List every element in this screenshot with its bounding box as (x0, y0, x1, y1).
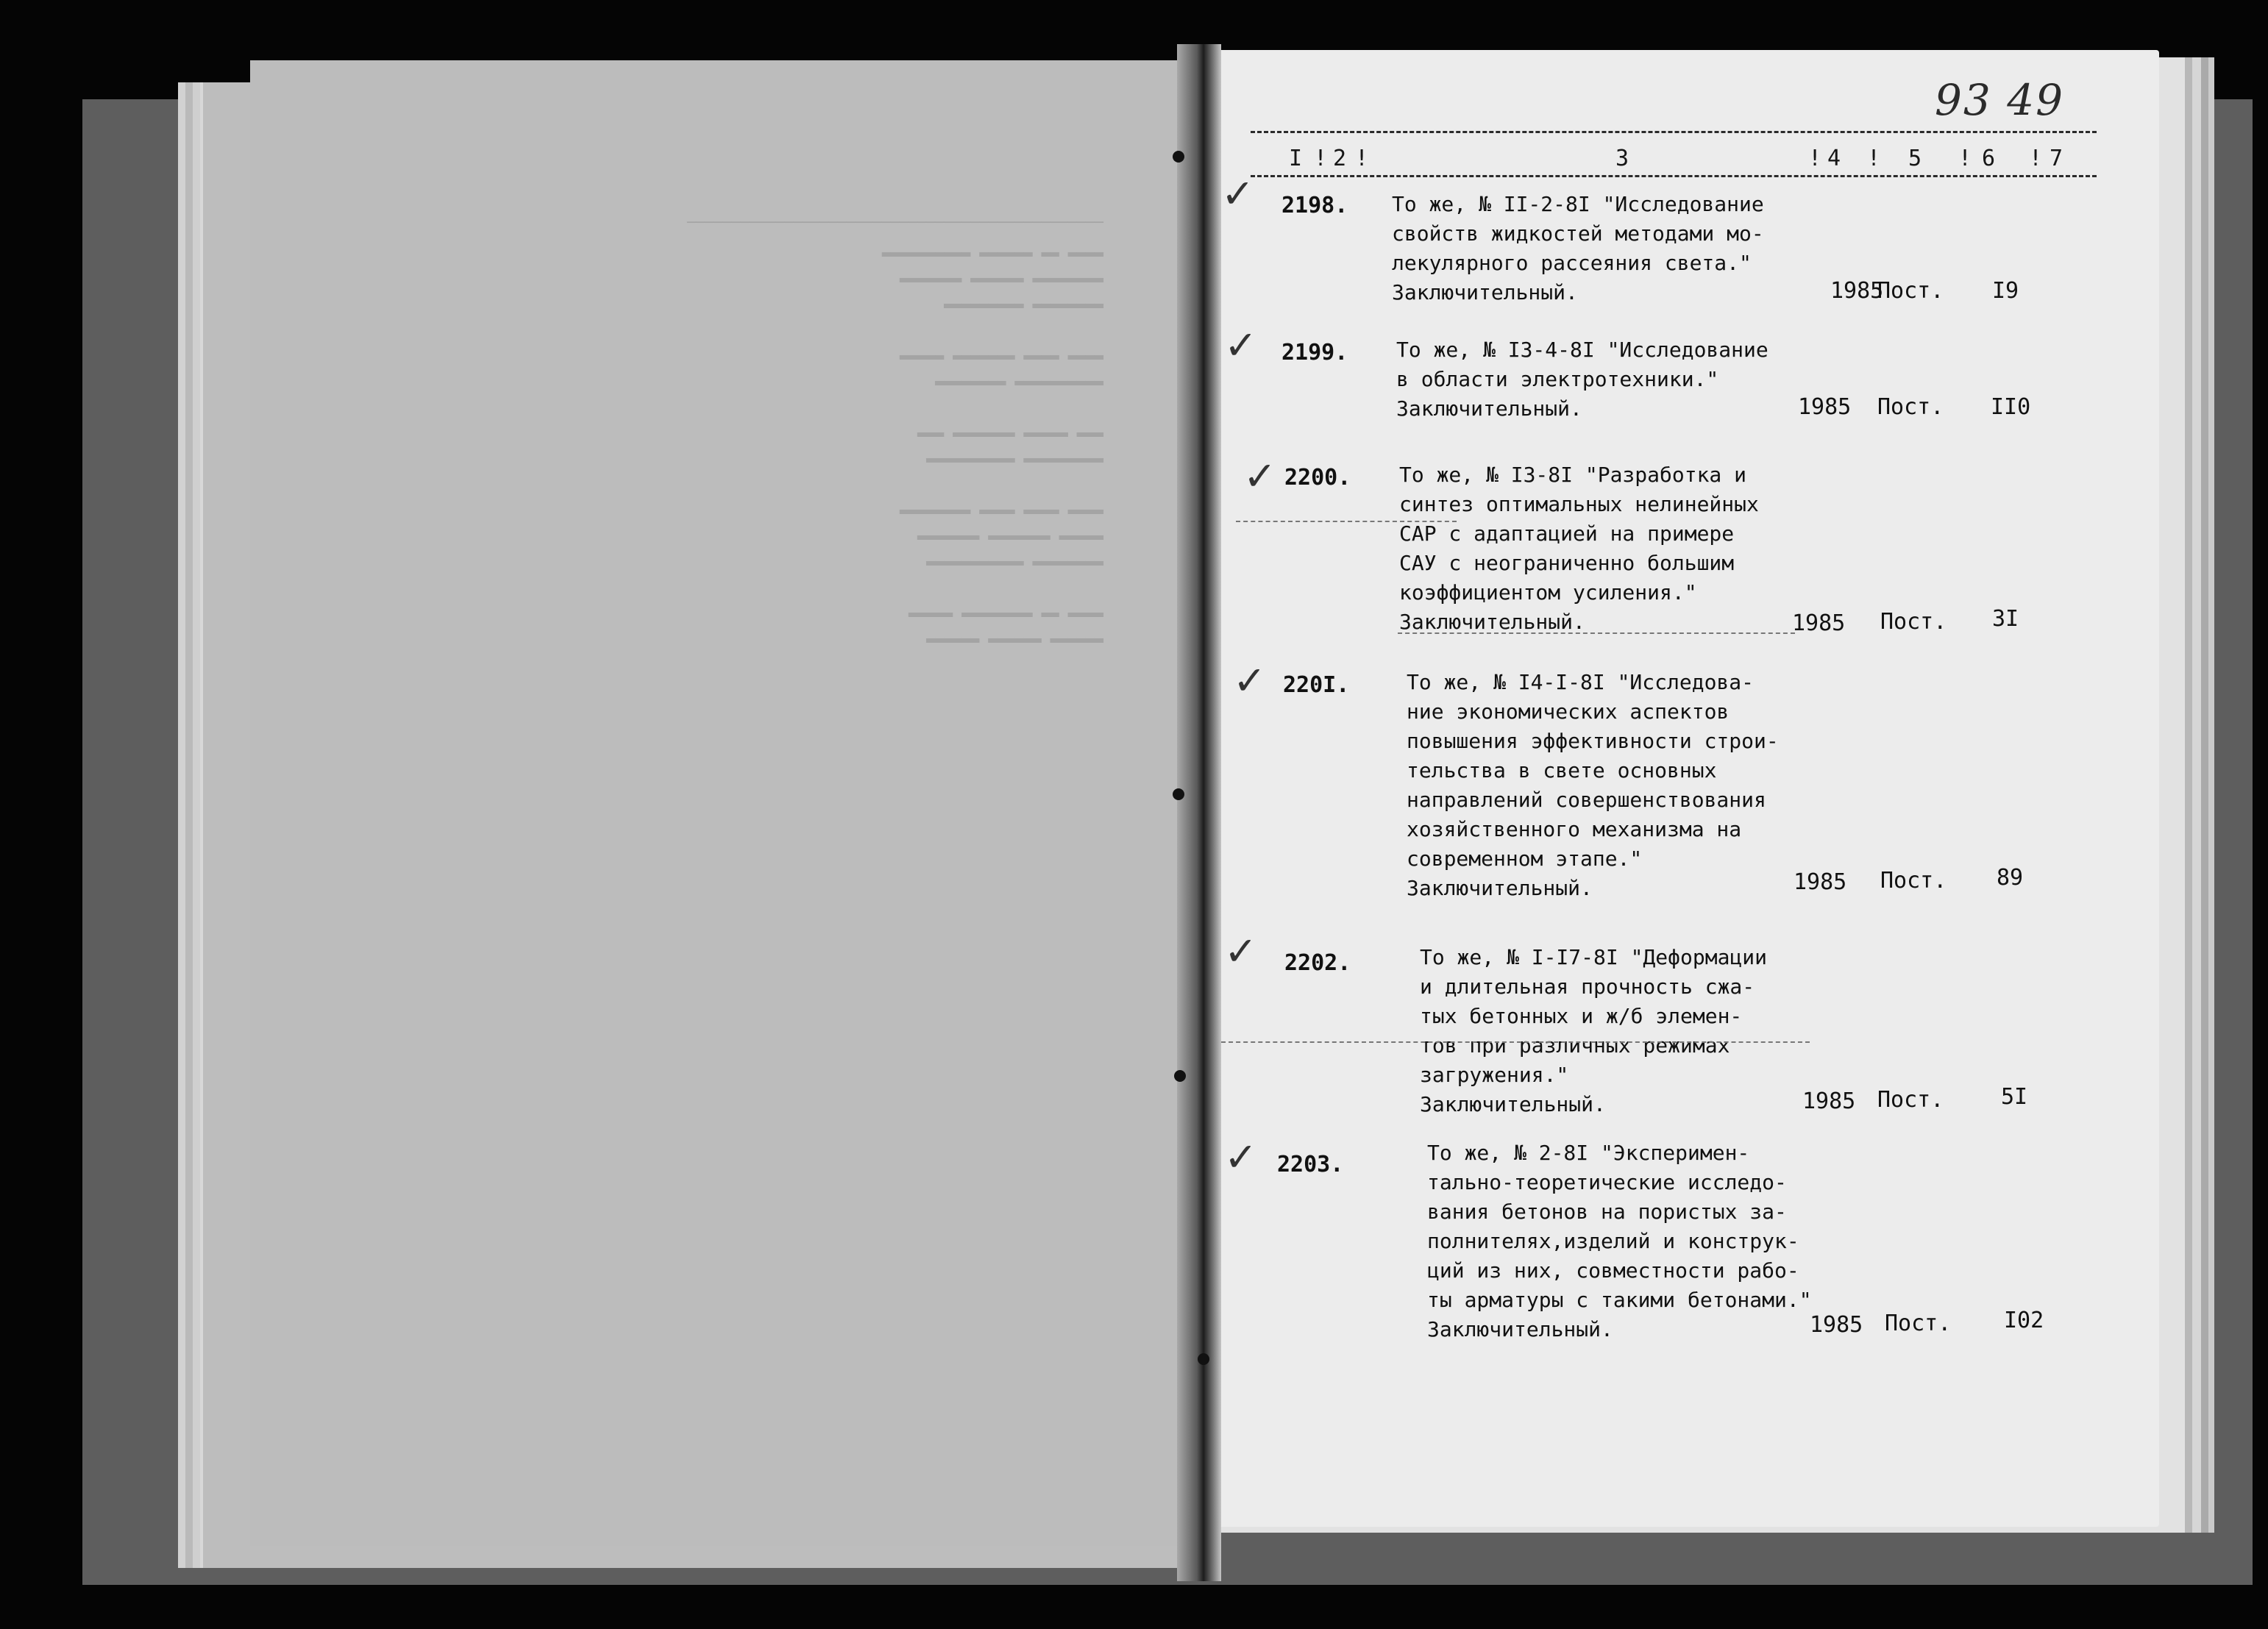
table-header-bottom-rule (1251, 175, 2097, 177)
table-header-top-rule (1251, 131, 2097, 133)
stray-dashed-line (1398, 632, 1795, 634)
column-header-separator: ! (1808, 146, 1822, 171)
entry-quantity: 3I (1992, 606, 2019, 632)
check-mark-icon: ✓ (1221, 171, 1255, 217)
stray-dashed-line (1221, 1041, 1810, 1043)
column-header-5: 5 (1908, 146, 1922, 171)
binding-hole (1173, 151, 1184, 163)
entry-storage-type: Пост. (1880, 868, 1947, 894)
entry-number: 2199. (1281, 340, 1348, 366)
column-header-separator: ! (1314, 146, 1328, 171)
check-mark-icon: ✓ (1243, 453, 1277, 499)
entry-number: 2202. (1284, 950, 1351, 976)
column-header-separator: ! (1867, 146, 1881, 171)
binding-hole (1198, 1353, 1209, 1365)
column-header-6: 6 (1982, 146, 1996, 171)
entry-number: 220I. (1283, 672, 1350, 698)
binding-hole (1173, 788, 1184, 800)
entry-storage-type: Пост. (1877, 278, 1944, 304)
column-header-7: 7 (2050, 146, 2063, 171)
entry-description: То же, № II-2-8I "Исследование свойств жидкостей методами мо- лекулярного рассеяния света." Заключительный. (1392, 192, 1764, 304)
check-mark-icon: ✓ (1224, 928, 1258, 974)
column-header-1: I (1289, 146, 1303, 171)
entry-quantity: 5I (2001, 1084, 2028, 1110)
entry-number: 2200. (1284, 465, 1351, 491)
entry-year: 1985 (1810, 1312, 1863, 1338)
entry-quantity: I9 (1992, 278, 2019, 304)
check-mark-icon: ✓ (1224, 322, 1258, 368)
entry-storage-type: Пост. (1885, 1311, 1952, 1336)
entry-number: 2203. (1277, 1152, 1344, 1177)
entry-description: То же, № I3-8I "Разработка и синтез оптимальных нелинейных САР с адаптацией на примере САУ с неограниченно большим коэффициентом усиления." Заключительный. (1399, 463, 1759, 634)
stray-dashed-line (1236, 521, 1457, 522)
column-header-separator: ! (1355, 146, 1369, 171)
book-spine (1177, 44, 1221, 1581)
entry-storage-type: Пост. (1877, 1087, 1944, 1113)
entry-number: 2198. (1281, 193, 1348, 218)
entry-year: 1985 (1794, 869, 1847, 895)
folio-number: 93 49 (1935, 75, 2065, 125)
entry-year: 1985 (1802, 1088, 1856, 1114)
entry-quantity: II0 (1991, 394, 2031, 420)
check-mark-icon: ✓ (1224, 1134, 1258, 1180)
entry-storage-type: Пост. (1877, 394, 1944, 420)
column-header-separator: ! (1958, 146, 1972, 171)
entry-quantity: 89 (1997, 865, 2024, 891)
bleed-through-text: ─────────────────────────────────────────────── ▂▂▂▂ ▂▂ ▂▂▂▂▂▂ ▂▂▂▂▂▂▂▂▂▂ ▂▂▂▂▂▂▂▂ ▂▂▂▂▂▂ ▂▂▂▂▂▂▂ ▂▂▂▂▂▂▂▂ ▂▂▂▂▂▂▂▂▂ ▂▂▂▂ ▂▂▂▂ ▂▂▂▂▂▂▂ ▂▂▂▂▂ ▂▂▂▂▂▂▂▂▂▂ ▂▂▂▂▂▂▂▂ ▂▂▂ ▂▂▂▂▂ ▂▂▂▂▂▂▂ ▂▂▂ ▂▂▂▂▂▂▂▂▂ ▂▂▂▂▂▂▂▂▂▂ ▂▂▂▂ ▂▂▂▂ ▂▂▂▂ ▂▂▂▂▂▂▂▂ ▂▂▂▂▂ ▂▂▂▂▂▂▂ ▂▂▂▂▂▂▂ ▂▂▂▂▂▂▂▂ ▂▂▂▂▂▂▂▂▂▂▂ ▂▂▂▂ ▂▂ ▂▂▂▂▂▂▂▂ ▂▂▂▂▂ ▂▂▂▂▂▂ ▂▂▂▂▂▂ ▂▂▂▂▂▂ (687, 213, 1103, 643)
entry-description: То же, № I-I7-8I "Деформации и длительная прочность сжа- тых бетонных и ж/б элемен- тов при различных режимах загружения." Заключительный. (1420, 945, 1768, 1116)
entry-year: 1985 (1792, 610, 1846, 636)
entry-description: То же, № I4-I-8I "Исследова- ние экономических аспектов повышения эффективности строи- тельства в свете основных направлений совершенствования хозяйственного механизма на современном этапе." Заключительный. (1407, 670, 1779, 900)
column-header-3: 3 (1615, 146, 1629, 171)
column-header-4: 4 (1827, 146, 1841, 171)
column-header-2: 2 (1333, 146, 1347, 171)
column-header-separator: ! (2029, 146, 2043, 171)
entry-year: 1985 (1798, 394, 1852, 420)
binding-hole (1174, 1070, 1186, 1082)
entry-description: То же, № 2-8I "Эксперимен- тально-теоретические исследо- вания бетонов на пористых за- полнителях,изделий и конструк- ций из них, совместности рабо- ты арматуры с такими бетонами." Заключительный. (1427, 1141, 1812, 1341)
entry-storage-type: Пост. (1880, 609, 1947, 635)
check-mark-icon: ✓ (1233, 657, 1267, 704)
entry-year: 1985 (1830, 278, 1884, 304)
entry-description: То же, № I3-4-8I "Исследование в области электротехники." Заключительный. (1396, 338, 1768, 421)
entry-quantity: I02 (2004, 1308, 2044, 1333)
